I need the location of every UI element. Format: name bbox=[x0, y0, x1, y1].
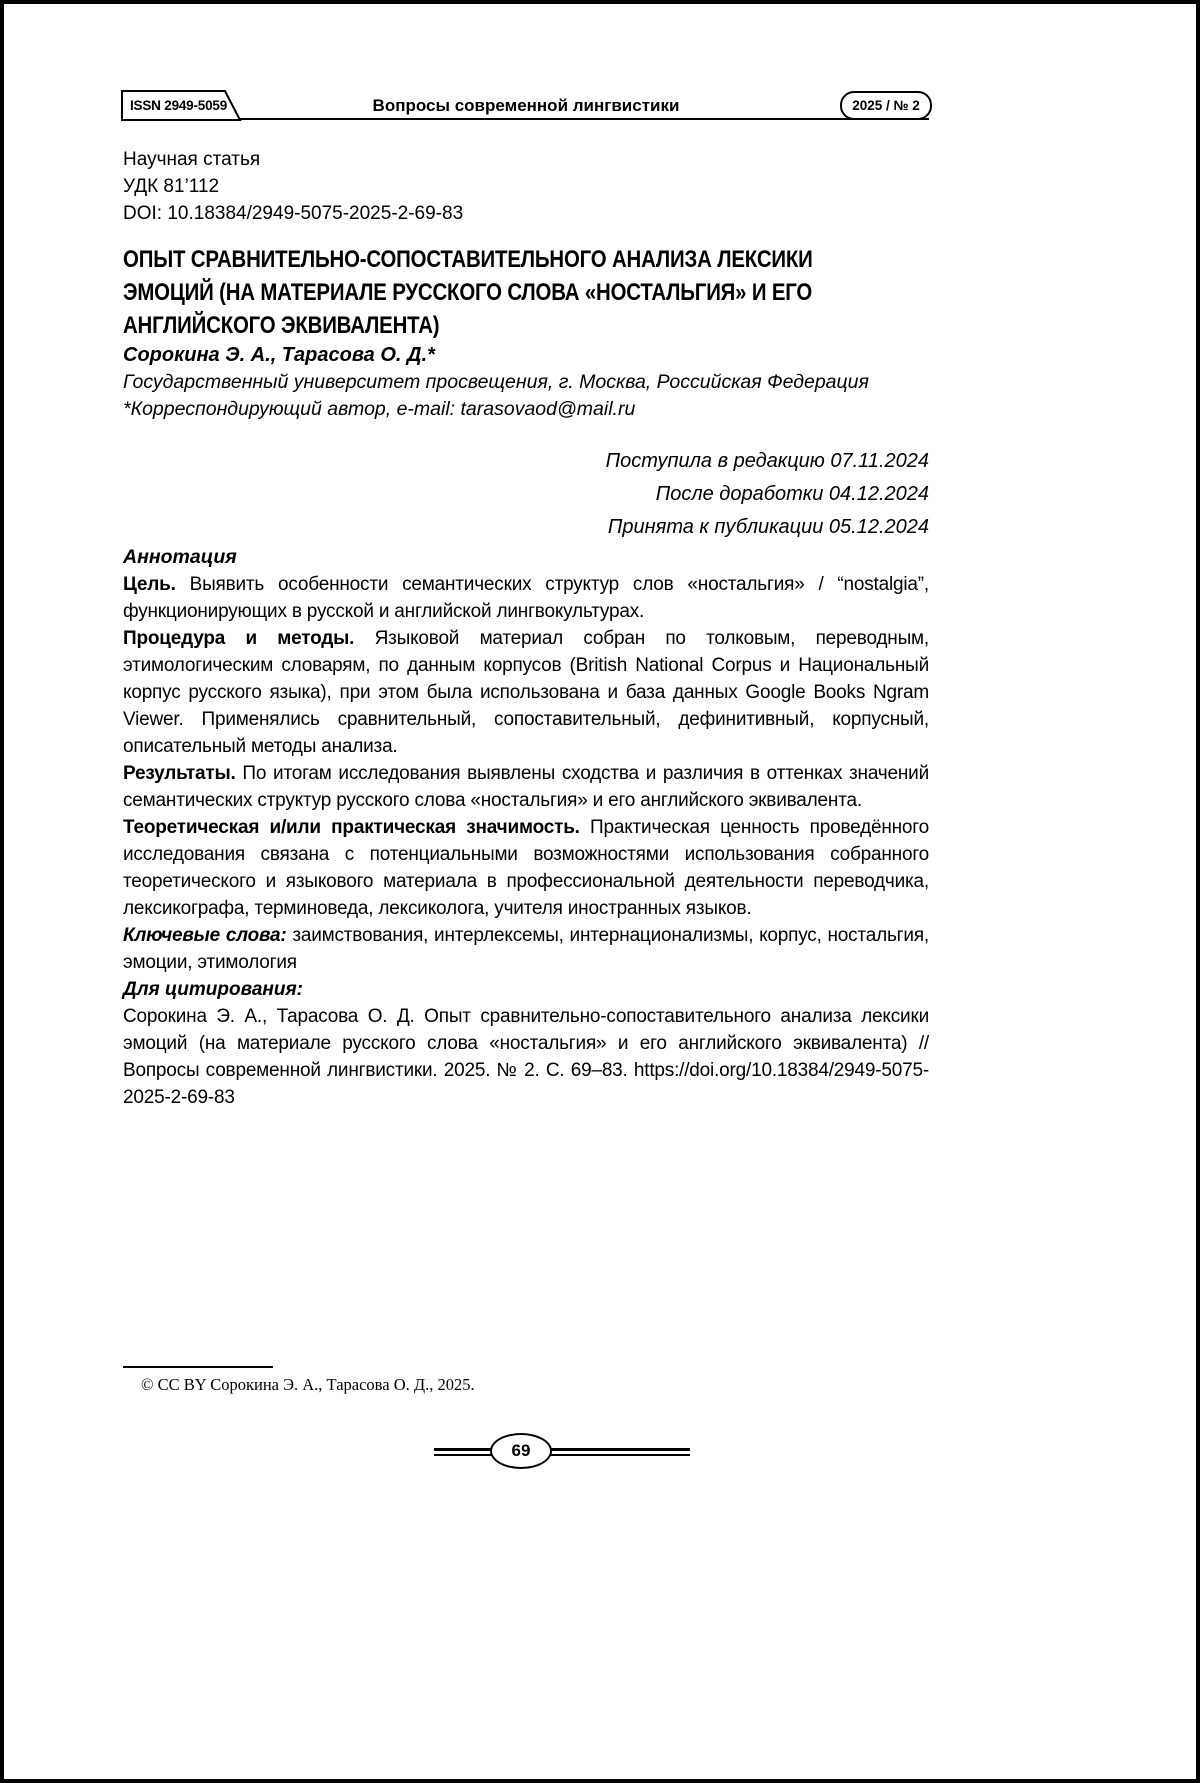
abstract-results-paragraph bbox=[123, 760, 929, 814]
footnote-block bbox=[123, 1366, 929, 1395]
keywords-paragraph bbox=[123, 922, 929, 976]
paragraph-lead: Процедура и методы. bbox=[123, 628, 355, 649]
paragraph-text: Выявить особенности семантических структур слов «ностальгия» / “nostalgia”, функционирующих в русской и английской лингвокультурах. bbox=[123, 574, 929, 622]
issn-text: ISSN 2949-5059 bbox=[130, 98, 228, 113]
udc-line: УДК 81’112 bbox=[123, 176, 220, 197]
paragraph-lead: Результаты. bbox=[123, 763, 236, 784]
article-title-line: ЭМОЦИЙ (НА МАТЕРИАЛЕ РУССКОГО СЛОВА «НОСТАЛЬГИЯ» И ЕГО bbox=[123, 279, 813, 306]
date-revised: После доработки 04.12.2024 bbox=[655, 483, 929, 505]
citation-lead: Для цитирования: bbox=[123, 979, 303, 1000]
keywords-text: заимствования, интерлексемы, интернационализмы, корпус, ностальгия, эмоции, этимология bbox=[123, 925, 929, 973]
paragraph-text: По итогам исследования выявлены сходства и различия в оттенках значений семантических структур русского слова «ностальгия» и его английского эквивалента. bbox=[123, 763, 929, 811]
journal-title: Вопросы современной лингвистики bbox=[372, 96, 680, 115]
corresponding-author-line: *Корреспондирующий автор, e-mail: tarasovaod@mail.ru bbox=[123, 398, 636, 420]
abstract-goal-paragraph bbox=[123, 571, 929, 625]
article-content bbox=[123, 146, 929, 1111]
citation-lead-line bbox=[123, 976, 929, 1003]
paragraph-lead: Цель. bbox=[123, 574, 176, 595]
paragraph-text: Практическая ценность проведённого исследования связана с потенциальными возможностями использования собранного теоретического и языкового материала в профессиональной деятельности переводчика, лексикографа, терминоведа, лексиколога, учителя иностранных языков. bbox=[123, 817, 929, 919]
date-received: Поступила в редакцию 07.11.2024 bbox=[605, 450, 929, 472]
abstract-methods-paragraph bbox=[123, 625, 929, 760]
article-title-line: АНГЛИЙСКОГО ЭКВИВАЛЕНТА) bbox=[123, 312, 440, 339]
keywords-lead: Ключевые слова: bbox=[123, 925, 287, 946]
date-accepted: Принята к публикации 05.12.2024 bbox=[607, 516, 929, 538]
header-rule bbox=[123, 118, 929, 120]
page-footer bbox=[434, 1433, 690, 1469]
article-title-line: ОПЫТ СРАВНИТЕЛЬНО-СОПОСТАВИТЕЛЬНОГО АНАЛИЗА ЛЕКСИКИ bbox=[123, 246, 813, 273]
paragraph-lead: Теоретическая и/или практическая значимость. bbox=[123, 817, 580, 838]
abstract-heading: Аннотация bbox=[123, 546, 237, 568]
footer-rule-top bbox=[434, 1448, 690, 1451]
submission-dates bbox=[123, 445, 929, 544]
citation-text: Сорокина Э. А., Тарасова О. Д. Опыт сравнительно-сопоставительного анализа лексики эмоций (на материале русского слова «ностальгия» и его английского эквивалента) // Вопросы современной лингвистики. 2025. № 2. С. 69–83. https://doi.org/10.18384/2949-5075-2025-2-69-83 bbox=[123, 1006, 929, 1108]
footer-rule-bottom bbox=[434, 1454, 690, 1456]
footnote-rule bbox=[123, 1366, 273, 1368]
issn-badge bbox=[121, 90, 243, 121]
authors-line: Сорокина Э. А., Тарасова О. Д.* bbox=[123, 344, 435, 366]
copyright-line: © CC BY Сорокина Э. А., Тарасова О. Д., 2025. bbox=[141, 1375, 475, 1394]
doi-line: DOI: 10.18384/2949-5075-2025-2-69-83 bbox=[123, 203, 464, 224]
page-number-badge: 69 bbox=[490, 1433, 552, 1469]
article-title bbox=[123, 243, 929, 342]
affiliation-line: Государственный университет просвещения, г. Москва, Российская Федерация bbox=[123, 371, 869, 393]
paragraph-text: Языковой материал собран по толковым, переводным, этимологическим словарям, по данным корпусов (British National Corpus и Национальный корпус русского языка), при этом была использована и база данных Google Books Ngram Viewer. Применялись сравнительный, сопоставительный, дефинитивный, корпусный, описательный методы анализа. bbox=[123, 628, 929, 757]
abstract-significance-paragraph bbox=[123, 814, 929, 922]
article-type-line: Научная статья bbox=[123, 149, 261, 170]
issue-badge: 2025 / № 2 bbox=[840, 91, 932, 120]
